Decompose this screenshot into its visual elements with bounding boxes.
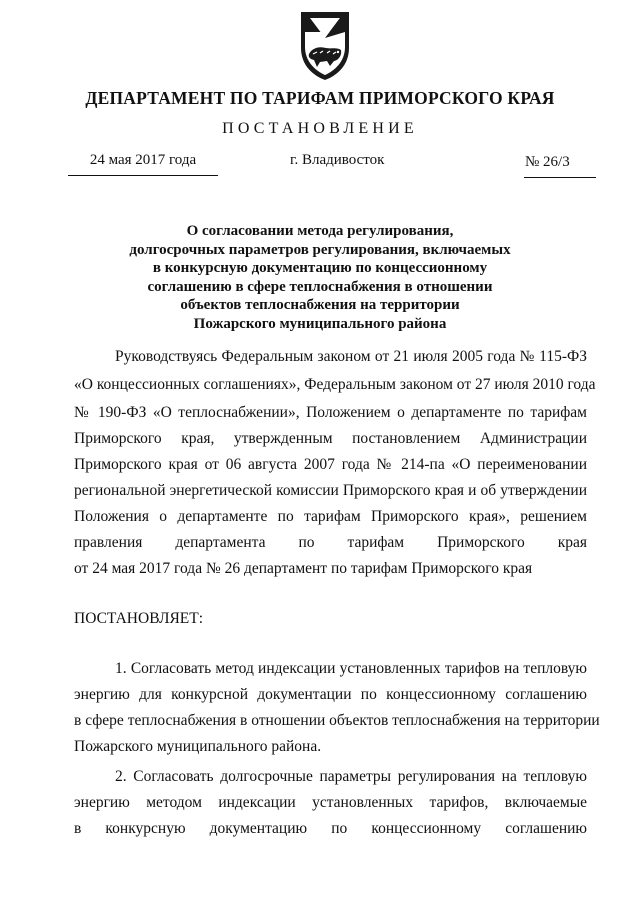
coat-of-arms-emblem — [296, 8, 354, 82]
document-city: г. Владивосток — [290, 152, 385, 168]
subject-line: соглашению в сфере теплоснабжения в отношении — [147, 278, 493, 295]
subject-line: Пожарского муниципального района — [193, 315, 447, 332]
document-type: ПОСТАНОВЛЕНИЕ — [222, 120, 418, 137]
preamble-line: правления департамента по тарифам Приморского края — [74, 534, 587, 551]
preamble-line: «О концессионных соглашениях», Федеральным законом от 27 июля 2010 года — [74, 376, 596, 393]
preamble-line: Руководствуясь Федеральным законом от 21 июля 2005 года № 115-ФЗ — [115, 348, 587, 365]
item1-line: энергию для конкурсной документации по концессионному соглашению — [74, 686, 587, 703]
item2-line: 2. Согласовать долгосрочные параметры регулирования на тепловую — [115, 768, 587, 785]
item1-line: 1. Согласовать метод индексации установленных тарифов на тепловую — [115, 660, 587, 677]
subject-line: О согласовании метода регулирования, — [186, 223, 454, 239]
preamble-line: Приморского края от 06 августа 2007 года № 214-па «О переименовании — [74, 456, 587, 473]
number-underline — [524, 177, 596, 178]
preamble-line: Приморского края, утвержденным постановлением Администрации — [74, 430, 587, 447]
preamble-line: Положения о департаменте по тарифам Приморского края», решением — [74, 508, 587, 525]
preamble-line: региональной энергетической комиссии Приморского края и об утверждении — [74, 482, 587, 499]
item2-line: в конкурсную документацию по концессионному соглашению — [74, 820, 587, 837]
item1-line: Пожарского муниципального района. — [74, 738, 322, 755]
subject-line: долгосрочных параметров регулирования, включаемых — [129, 241, 511, 258]
preamble-line: от 24 мая 2017 года № 26 департамент по тарифам Приморского края — [74, 560, 533, 577]
document-number: № 26/3 — [525, 154, 570, 170]
item2-line: энергию методом индексации установленных тарифов, включаемые — [74, 794, 587, 811]
preamble-line: № 190-ФЗ «О теплоснабжении», Положением о департаменте по тарифам — [74, 404, 587, 421]
document-subject — [95, 222, 545, 333]
subject-line: объектов теплоснабжения на территории — [180, 297, 460, 313]
department-title: ДЕПАРТАМЕНТ ПО ТАРИФАМ ПРИМОРСКОГО КРАЯ — [85, 88, 555, 108]
date-underline — [68, 175, 218, 176]
item1-line: в сфере теплоснабжения в отношении объектов теплоснабжения на территории — [74, 712, 600, 729]
subject-line: в конкурсную документацию по концессионному — [152, 260, 488, 276]
document-date: 24 мая 2017 года — [89, 152, 197, 168]
resolves-heading: ПОСТАНОВЛЯЕТ: — [74, 610, 204, 627]
